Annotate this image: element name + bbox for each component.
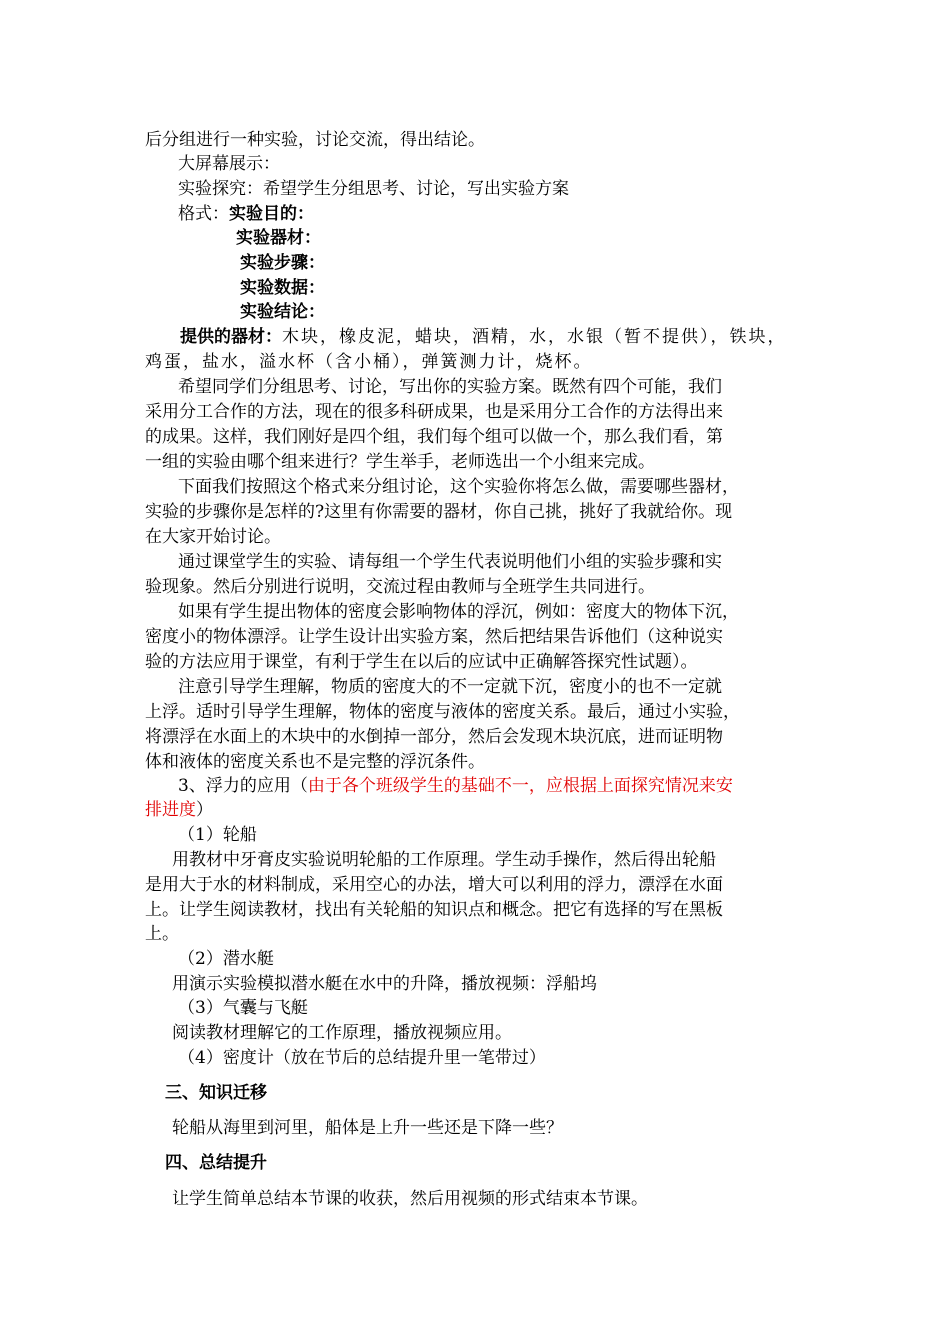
paragraph-line: 一组的实验由哪个组来进行？学生举手，老师选出一个小组来完成。 — [145, 452, 655, 472]
paragraph-line: 如果有学生提出物体的密度会影响物体的浮沉，例如：密度大的物体下沉， — [178, 602, 739, 622]
paragraph-line: 采用分工合作的方法，现在的很多科研成果，也是采用分工合作的方法得出来 — [145, 402, 723, 422]
section-3-note-close: ） — [196, 800, 213, 820]
paragraph-line: 大屏幕展示： — [178, 154, 280, 174]
paragraph-line: 实验探究：希望学生分组思考、讨论，写出实验方案 — [178, 179, 569, 199]
paragraph-line: 阅读教材理解它的工作原理，播放视频应用。 — [172, 1023, 512, 1043]
format-label: 格式： — [178, 204, 229, 224]
provided-materials-label: 提供的器材： — [180, 327, 282, 347]
subheading-submarine: （2）潜水艇 — [178, 949, 274, 969]
subheading-hydrometer: （4）密度计（放在节后的总结提升里一笔带过） — [178, 1048, 546, 1068]
paragraph-line: 用演示实验模拟潜水艇在水中的升降，播放视频：浮船坞 — [172, 974, 597, 994]
format-item-steps: 实验步骤： — [240, 253, 325, 273]
section-3-note-cont: 排进度 — [145, 800, 196, 820]
section-heading-summary: 四、总结提升 — [165, 1153, 267, 1173]
format-item-materials: 实验器材： — [236, 228, 321, 248]
paragraph-line: 上浮。适时引导学生理解，物体的密度与液体的密度关系。最后，通过小实验， — [145, 702, 740, 722]
paragraph-line: 希望同学们分组思考、讨论，写出你的实验方案。既然有四个可能，我们 — [178, 377, 722, 397]
paragraph-line: 轮船从海里到河里，船体是上升一些还是下降一些？ — [172, 1118, 563, 1138]
paragraph-line: 是用大于水的材料制成，采用空心的办法，增大可以利用的浮力，漂浮在水面 — [145, 875, 723, 895]
provided-materials-list: 木块，橡皮泥，蜡块，酒精，水，水银（暂不提供），铁块， — [282, 327, 787, 347]
paragraph-line: 鸡蛋，盐水，溢水杯（含小桶），弹簧测力计，烧杯。 — [145, 352, 593, 372]
paragraph-line: 体和液体的密度关系也不是完整的浮沉条件。 — [145, 752, 485, 772]
format-item-data: 实验数据： — [240, 278, 325, 298]
paragraph-line: 通过课堂学生的实验、请每组一个学生代表说明他们小组的实验步骤和实 — [178, 552, 722, 572]
paragraph-line: 验现象。然后分别进行说明，交流过程由教师与全班学生共同进行。 — [145, 577, 655, 597]
section-3-title: 3、浮力的应用（ — [178, 776, 308, 796]
subheading-ship: （1）轮船 — [178, 825, 257, 845]
paragraph-line: 让学生简单总结本节课的收获，然后用视频的形式结束本节课。 — [172, 1189, 648, 1209]
provided-materials-line — [180, 325, 787, 349]
paragraph-line: 上。 — [145, 924, 179, 944]
section-3-heading-line — [145, 798, 213, 822]
paragraph-line: 上。让学生阅读教材，找出有关轮船的知识点和概念。把它有选择的写在黑板 — [145, 900, 723, 920]
paragraph-line: 实验的步骤你是怎样的?这里有你需要的器材，你自己挑，挑好了我就给你。现 — [145, 502, 733, 522]
paragraph-line: 用教材中牙膏皮实验说明轮船的工作原理。学生动手操作，然后得出轮船 — [172, 850, 716, 870]
subheading-airship: （3）气囊与飞艇 — [178, 998, 308, 1018]
paragraph-line: 密度小的物体漂浮。让学生设计出实验方案，然后把结果告诉他们（这种说实 — [145, 627, 723, 647]
section-heading-knowledge-transfer: 三、知识迁移 — [165, 1083, 267, 1103]
paragraph-line: 注意引导学生理解，物质的密度大的不一定就下沉，密度小的也不一定就 — [178, 677, 722, 697]
format-item-purpose: 实验目的： — [229, 204, 314, 224]
paragraph-line: 的成果。这样，我们刚好是四个组，我们每个组可以做一个，那么我们看，第 — [145, 427, 723, 447]
format-line — [178, 202, 314, 226]
paragraph-line: 下面我们按照这个格式来分组讨论，这个实验你将怎么做，需要哪些器材， — [178, 477, 739, 497]
paragraph-line: 验的方法应用于课堂，有利于学生在以后的应试中正确解答探究性试题）。 — [145, 652, 698, 672]
section-3-heading-line — [178, 774, 733, 798]
format-item-conclusion: 实验结论： — [240, 302, 325, 322]
paragraph-line: 后分组进行一种实验，讨论交流，得出结论。 — [145, 130, 485, 150]
paragraph-line: 将漂浮在水面上的木块中的水倒掉一部分，然后会发现木块沉底，进而证明物 — [145, 727, 723, 747]
section-3-note: 由于各个班级学生的基础不一，应根据上面探究情况来安 — [307, 776, 733, 796]
paragraph-line: 在大家开始讨论。 — [145, 527, 281, 547]
